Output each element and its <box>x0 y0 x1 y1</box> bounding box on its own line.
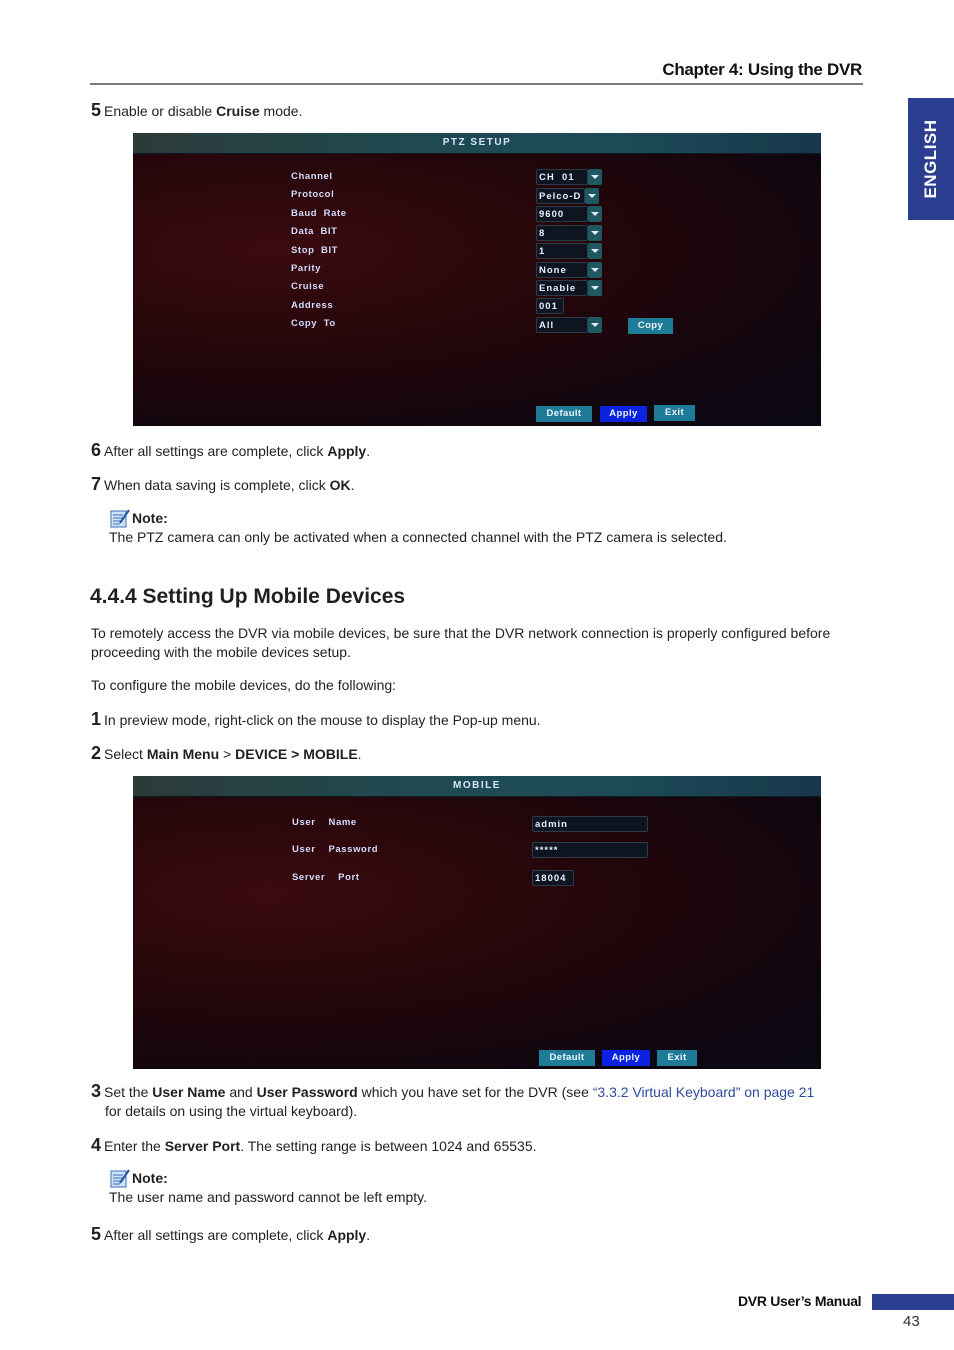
server-port-input[interactable]: 18004 <box>532 870 574 886</box>
step-text: which you have set for the DVR (see <box>357 1084 593 1100</box>
parity-dropdown[interactable]: None <box>536 262 588 278</box>
step-5-cruise <box>91 101 302 121</box>
header-divider <box>90 83 863 85</box>
chevron-down-icon[interactable] <box>588 206 602 222</box>
step-text: > <box>219 746 236 762</box>
apply-button[interactable]: Apply <box>602 1050 650 1066</box>
section-title: 4.4.4 Setting Up Mobile Devices <box>90 585 406 608</box>
copy-to-dropdown[interactable]: All <box>536 317 588 333</box>
address-input[interactable]: 001 <box>536 298 564 314</box>
copy-button[interactable]: Copy <box>628 318 673 334</box>
step-text: . <box>350 477 355 493</box>
label-data-bit: Data BIT <box>291 226 338 237</box>
page-number: 43 <box>903 1313 920 1330</box>
protocol-dropdown[interactable]: Pelco-D <box>536 188 585 204</box>
user-name-input[interactable]: admin <box>532 816 648 832</box>
note-heading: Note: <box>132 1170 168 1186</box>
ptz-setup-screen <box>133 133 821 426</box>
step-text-continued: for details on using the virtual keyboard). <box>105 1103 358 1119</box>
step-7-ok <box>91 475 355 495</box>
ptz-title: PTZ SETUP <box>442 137 512 148</box>
user-password-input[interactable]: ***** <box>532 842 648 858</box>
label-user-name: User Name <box>292 817 357 828</box>
step-text: . <box>366 1227 371 1243</box>
step-bold: Main Menu <box>146 746 220 762</box>
step-text: In preview mode, right-click on the mouse to display the Pop-up menu. <box>104 712 541 728</box>
chevron-down-icon[interactable] <box>588 262 602 278</box>
step-bold: Server Port <box>164 1138 241 1154</box>
label-channel: Channel <box>291 171 333 182</box>
virtual-keyboard-link[interactable]: “3.3.2 Virtual Keyboard” on page 21 <box>592 1084 815 1100</box>
mobile-title: MOBILE <box>453 780 501 791</box>
step-text: mode. <box>259 103 303 119</box>
step-6-apply <box>91 441 370 461</box>
language-tab-label: ENGLISH <box>921 119 940 199</box>
chevron-down-icon[interactable] <box>588 225 602 241</box>
step-text: Select <box>104 746 147 762</box>
chevron-down-icon[interactable] <box>588 243 602 259</box>
default-button[interactable]: Default <box>536 406 592 422</box>
label-baud-rate: Baud Rate <box>291 208 347 219</box>
step-text: and <box>225 1084 257 1100</box>
step-number: 5 <box>91 1224 102 1244</box>
step-2-select-menu <box>91 744 362 764</box>
data-bit-dropdown[interactable]: 8 <box>536 225 588 241</box>
step-number: 7 <box>91 474 102 494</box>
channel-dropdown[interactable]: CH 01 <box>536 169 588 185</box>
cruise-dropdown[interactable]: Enable <box>536 280 588 296</box>
step-bold: OK <box>329 477 351 493</box>
apply-button[interactable]: Apply <box>600 406 647 422</box>
step-text: Enter the <box>104 1138 165 1154</box>
label-copy-to: Copy To <box>291 318 336 329</box>
step-number: 5 <box>91 100 102 120</box>
step-bold: DEVICE > MOBILE <box>235 746 358 762</box>
exit-button[interactable]: Exit <box>654 405 695 421</box>
step-bold: Apply <box>327 443 367 459</box>
step-bold: User Name <box>152 1084 226 1100</box>
label-cruise: Cruise <box>291 281 325 292</box>
label-user-password: User Password <box>292 844 379 855</box>
label-server-port: Server Port <box>292 872 360 883</box>
chevron-down-icon[interactable] <box>588 317 602 333</box>
note-heading: Note: <box>132 510 168 526</box>
step-text: Enable or disable <box>104 103 217 119</box>
exit-button[interactable]: Exit <box>657 1050 697 1066</box>
step-4-server-port <box>91 1136 537 1156</box>
stop-bit-dropdown[interactable]: 1 <box>536 243 588 259</box>
note-credentials <box>109 1168 427 1207</box>
step-text: After all settings are complete, click <box>104 443 328 459</box>
default-button[interactable]: Default <box>539 1050 595 1066</box>
mobile-titlebar <box>133 776 821 797</box>
language-tab <box>908 98 954 220</box>
instruction-paragraph: To configure the mobile devices, do the following: <box>91 677 397 693</box>
intro-paragraph: To remotely access the DVR via mobile devices, be sure that the DVR network connection is properly configured before proceeding with the mobile devices setup. <box>91 625 831 660</box>
step-number: 6 <box>91 440 102 460</box>
step-number: 2 <box>91 743 102 763</box>
label-protocol: Protocol <box>291 189 335 200</box>
baud-rate-dropdown[interactable]: 9600 <box>536 206 588 222</box>
step-text: . <box>366 443 371 459</box>
manual-title: DVR User’s Manual <box>738 1293 862 1309</box>
step-text: When data saving is complete, click <box>104 477 330 493</box>
step-number: 4 <box>91 1135 102 1155</box>
step-text: . <box>357 746 362 762</box>
note-text: The PTZ camera can only be activated when a connected channel with the PTZ camera is selected. <box>109 529 727 545</box>
step-bold: User Password <box>256 1084 358 1100</box>
ptz-titlebar <box>133 133 821 154</box>
step-bold: Apply <box>327 1227 367 1243</box>
step-number: 3 <box>91 1081 102 1101</box>
step-1-preview <box>91 710 541 730</box>
note-icon <box>109 508 131 528</box>
footer-bar <box>872 1294 954 1310</box>
step-text: After all settings are complete, click <box>104 1227 328 1243</box>
note-icon <box>109 1168 131 1188</box>
note-text: The user name and password cannot be left empty. <box>109 1189 428 1205</box>
label-address: Address <box>291 300 334 311</box>
step-bold: Cruise <box>216 103 260 119</box>
chevron-down-icon[interactable] <box>588 280 602 296</box>
note-ptz <box>109 508 727 547</box>
chevron-down-icon[interactable] <box>588 169 602 185</box>
label-stop-bit: Stop BIT <box>291 245 339 256</box>
step-text: . The setting range is between 1024 and 65535. <box>240 1138 537 1154</box>
chevron-down-icon[interactable] <box>585 188 599 204</box>
label-parity: Parity <box>291 263 322 274</box>
mobile-screen <box>133 776 821 1069</box>
step-number: 1 <box>91 709 102 729</box>
step-3-credentials <box>91 1082 866 1121</box>
step-text: Set the <box>104 1084 153 1100</box>
chapter-title: Chapter 4: Using the DVR <box>662 60 862 79</box>
step-5-apply <box>91 1225 370 1245</box>
